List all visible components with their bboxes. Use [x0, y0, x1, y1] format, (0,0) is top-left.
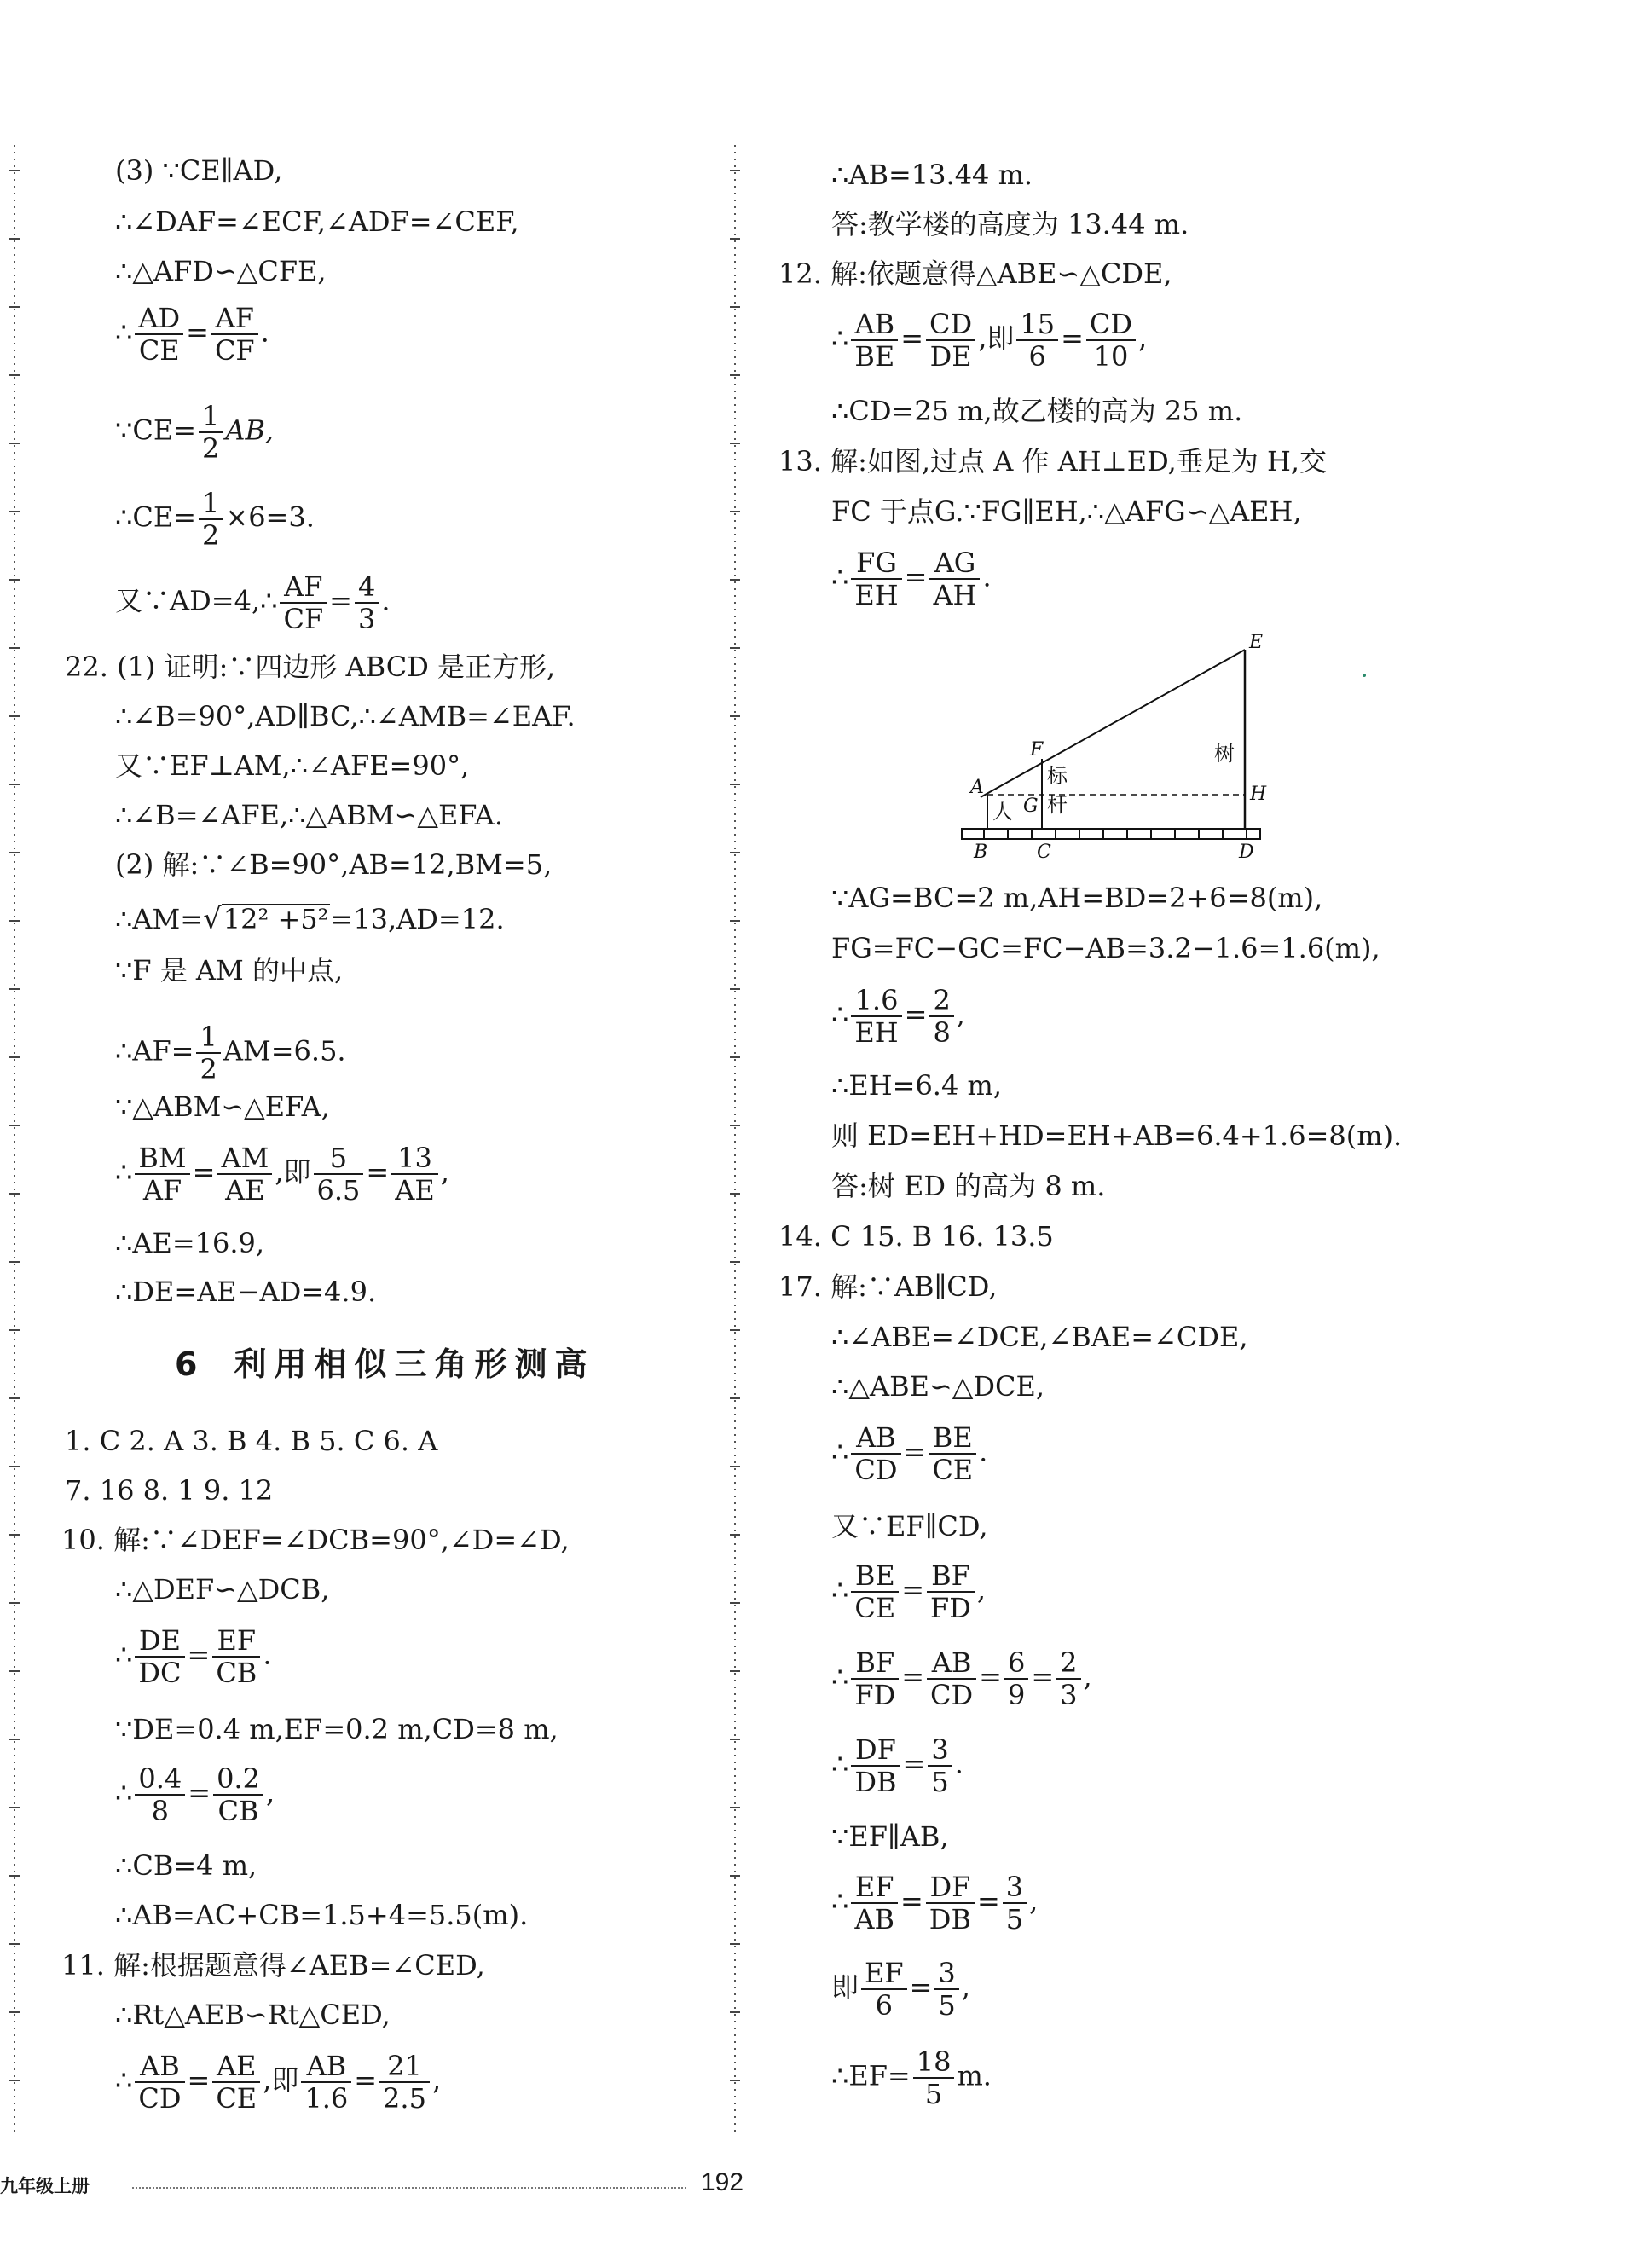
line: ∴EH=6.4 m, [831, 1069, 1003, 1102]
equation-line: ∴ $\frac{DF}{DB}$ = $\frac{3}{5}$ . [831, 1733, 963, 1798]
label-pole-2: 杆 [1047, 793, 1068, 817]
equation-line: ∴ $\frac{BM}{AF}$ = $\frac{AM}{AE}$ ,即 $\frac{5}{6.5}$ = $\frac{13}{AE}$ , [115, 1142, 449, 1206]
line: ∴AB=AC+CB=1.5+4=5.5(m). [115, 1899, 529, 1931]
line: ∴∠B=∠AFE,∴△ABM∽△EFA. [115, 799, 503, 831]
line: 答:教学楼的高度为 13.44 m. [831, 208, 1189, 240]
line: FG=FC−GC=FC−AB=3.2−1.6=1.6(m), [831, 932, 1380, 964]
line: ∴△ABE∽△DCE, [831, 1370, 1045, 1403]
label-b: B [974, 842, 988, 863]
equation-line: 又∵AD=4,∴ $\frac{AF}{CF}$ = $\frac{4}{3}$ . [115, 570, 391, 635]
sight-line [981, 650, 1245, 797]
line: ∴∠ABE=∠DCE,∠BAE=∠CDE, [831, 1321, 1248, 1353]
line: 13. 解:如图,过点 A 作 AH⊥ED,垂足为 H,交 [778, 445, 1328, 477]
equation-line: 即 $\frac{EF}{6}$ = $\frac{3}{5}$ , [831, 1957, 970, 2022]
line: 答:树 ED 的高为 8 m. [831, 1170, 1106, 1202]
tree-measurement-figure [955, 631, 1270, 870]
label-person: 人 [992, 800, 1013, 824]
line: 又∵EF∥CD, [831, 1510, 988, 1542]
label-c: C [1037, 842, 1051, 863]
line: 17. 解:∵AB∥CD, [778, 1270, 998, 1303]
line: 11. 解:根据题意得∠AEB=∠CED, [61, 1949, 485, 1982]
answer-line: 7. 16 8. 1 9. 12 [65, 1474, 274, 1507]
line: 22. (1) 证明:∵四边形 ABCD 是正方形, [65, 651, 556, 683]
label-g: G [1023, 796, 1039, 817]
label-f: F [1030, 739, 1044, 761]
label-d: D [1239, 842, 1254, 863]
equation-line: ∴ $\frac{FG}{EH}$ = $\frac{AG}{AH}$ . [831, 547, 992, 611]
line: ∴△DEF∽△DCB, [115, 1573, 330, 1606]
left-binding-line [5, 0, 24, 2268]
stray-dot [1363, 674, 1366, 677]
line: 又∵EF⊥AM,∴∠AFE=90°, [115, 749, 470, 782]
line: ∵DE=0.4 m,EF=0.2 m,CD=8 m, [115, 1713, 558, 1745]
line: ∴CB=4 m, [115, 1849, 257, 1882]
line: 10. 解:∵∠DEF=∠DCB=90°,∠D=∠D, [61, 1524, 570, 1556]
line: ∴DE=AE−AD=4.9. [115, 1276, 377, 1308]
equation-line: ∴ $\frac{BE}{CE}$ = $\frac{BF}{FD}$ , [831, 1559, 987, 1624]
line: ∵EF∥AB, [831, 1820, 949, 1853]
line: 12. 解:依题意得△ABE∽△CDE, [778, 257, 1172, 290]
section-heading [175, 1347, 594, 1381]
line: (2) 解:∵∠B=90°,AB=12,BM=5, [115, 848, 553, 881]
line: ∴Rt△AEB∽Rt△CED, [115, 1999, 391, 2031]
equation-line: ∴AM=√12² +5²=13,AD=12. [115, 902, 505, 936]
line: ∵F 是 AM 的中点, [115, 954, 344, 986]
equation-line: ∴AF= $\frac{1}{2}$ AM=6.5. [115, 1021, 346, 1085]
line: ∴CD=25 m,故乙楼的高为 25 m. [831, 395, 1243, 427]
equation-line: ∴CE= $\frac{1}{2}$ ×6=3. [115, 487, 315, 552]
label-h: H [1250, 784, 1267, 805]
line: ∴AE=16.9, [115, 1227, 265, 1259]
line: 则 ED=EH+HD=EH+AB=6.4+1.6=8(m). [831, 1120, 1403, 1152]
section-number: 6 [175, 1345, 205, 1383]
line: ∴∠DAF=∠ECF,∠ADF=∠CEF, [115, 205, 519, 238]
center-binding-line [726, 0, 744, 2268]
line: FC 于点G.∵FG∥EH,∴△AFG∽△AEH, [831, 495, 1302, 528]
equation-line: ∴EF= $\frac{18}{5}$ m. [831, 2045, 992, 2110]
equation-line: ∴ $\frac{AB}{BE}$ = $\frac{CD}{DE}$ ,即 $\frac{15}{6}$ = $\frac{CD}{10}$ , [831, 308, 1148, 373]
line: ∴AB=13.44 m. [831, 159, 1033, 191]
label-e: E [1249, 632, 1264, 653]
line: ∵AG=BC=2 m,AH=BD=2+6=8(m), [831, 882, 1323, 914]
line: (3) ∵CE∥AD, [115, 154, 283, 187]
equation-line: ∴ $\frac{DE}{DC}$ = $\frac{EF}{CB}$ . [115, 1624, 272, 1689]
line: ∴△AFD∽△CFE, [115, 255, 327, 287]
ground-bar [962, 829, 1260, 839]
equation-line: ∴ $\frac{BF}{FD}$ = $\frac{AB}{CD}$ = $\frac{6}{9}$ = $\frac{2}{3}$ , [831, 1646, 1092, 1711]
answer-line: 1. C 2. A 3. B 4. B 5. C 6. A [65, 1425, 438, 1457]
equation-line: ∴ $\frac{AD}{CE}$ = $\frac{AF}{CF}$ . [115, 302, 269, 367]
footer-dotted-rule [132, 2187, 686, 2189]
label-tree: 树 [1214, 742, 1235, 766]
label-pole-1: 标 [1047, 764, 1068, 788]
equation-line: ∴ $\frac{AB}{CD}$ = $\frac{AE}{CE}$ ,即 $\frac{AB}{1.6}$ = $\frac{21}{2.5}$ , [115, 2050, 442, 2115]
label-a: A [970, 777, 984, 798]
equation-line: ∵CE= $\frac{1}{2}$ AB, [115, 400, 275, 465]
line: ∴∠B=90°,AD∥BC,∴∠AMB=∠EAF. [115, 700, 576, 732]
section-title: 利用相似三角形测高 [234, 1345, 595, 1383]
answer-line: 14. C 15. B 16. 13.5 [778, 1220, 1054, 1253]
equation-line: ∴ $\frac{AB}{CD}$ = $\frac{BE}{CE}$ . [831, 1421, 988, 1486]
equation-line: ∴ $\frac{0.4}{8}$ = $\frac{0.2}{CB}$ , [115, 1762, 275, 1827]
line: ∵△ABM∽△EFA, [115, 1091, 330, 1123]
grade-label: 九年级上册 [0, 2177, 90, 2196]
equation-line: ∴ $\frac{EF}{AB}$ = $\frac{DF}{DB}$ = $\frac{3}{5}$ , [831, 1871, 1039, 1935]
page-number: 192 [701, 2168, 744, 2196]
equation-line: ∴ $\frac{1.6}{EH}$ = $\frac{2}{8}$ , [831, 984, 965, 1049]
